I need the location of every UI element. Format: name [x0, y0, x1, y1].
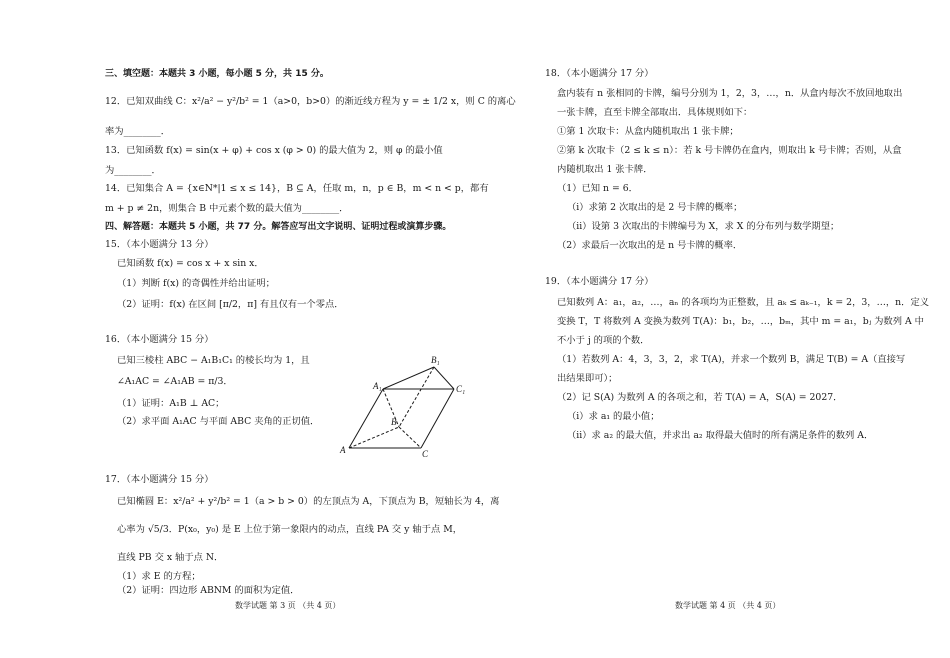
- question-17-part-1: （1）求 E 的方程；: [117, 571, 201, 582]
- label-c: C: [422, 449, 429, 459]
- question-18-line-1: 盒内装有 n 张相同的卡牌，编号分别为 1，2，3，…，n．从盒内每次不放回地取出: [557, 88, 903, 99]
- question-17-part-2: （2）证明：四边形 ABNM 的面积为定值．: [117, 585, 300, 596]
- question-13-line-1: 13．已知函数 f(x) = sin(x + φ) + cos x (φ > 0) 的最大值为 2，则 φ 的最小值: [105, 145, 443, 156]
- label-b: B: [391, 417, 397, 427]
- question-18-rule-1: ①第 1 次取卡：从盒内随机取出 1 张卡牌；: [557, 126, 739, 137]
- section-solutions-heading: 四、解答题：本题共 5 小题，共 77 分。解答应写出文字说明、证明过程或演算步骤。: [105, 222, 452, 232]
- question-18-rule-2: ②第 k 次取卡（2 ≤ k ≤ n）：若 k 号卡牌仍在盒内，则取出 k 号卡牌；否则，从盒: [557, 145, 902, 156]
- question-17-stem-3: 直线 PB 交 x 轴于点 N．: [117, 552, 224, 563]
- label-c1: C₁: [456, 384, 466, 394]
- page-3-footer: 数学试题 第 3 页 （共 4 页）: [235, 601, 341, 610]
- question-19-part-2: （2）记 S(A) 为数列 A 的各项之和，若 T(A) = A，S(A) = 2027．: [557, 392, 843, 403]
- question-19-part-1-line-1: （1）若数列 A：4，3，3，2，求 T(A)，并求一个数列 B，满足 T(B) = A（直接写: [557, 354, 906, 365]
- section-fill-in-heading: 三、填空题：本题共 3 小题，每小题 5 分，共 15 分。: [105, 69, 329, 79]
- label-b1: B₁: [431, 355, 440, 365]
- question-19-title: 19．（本小题满分 17 分）: [545, 276, 654, 287]
- question-16-stem-2: ∠A₁AC = ∠A₁AB = π/3．: [117, 376, 233, 387]
- question-18-part-2: （2）求最后一次取出的是 n 号卡牌的概率．: [557, 240, 743, 251]
- edge-a1-b1: [383, 367, 434, 389]
- question-18-rule-2-cont: 内随机取出 1 张卡牌．: [557, 164, 653, 175]
- edge-c1-c: [421, 389, 454, 448]
- question-19-line-2: 变换 T，T 将数列 A 变换为数列 T(A)：b₁，b₂，…，bₘ，其中 m = a₁，bⱼ 为数列 A 中: [557, 316, 924, 327]
- question-14-line-2: m + p ≠ 2n，则集合 B 中元素个数的最大值为________．: [105, 203, 349, 214]
- page-4-footer: 数学试题 第 4 页 （共 4 页）: [675, 601, 781, 610]
- question-19-part-1-line-2: 出结果即可）；: [557, 373, 618, 384]
- question-18-part-1-ii: （ii）设第 3 次取出的卡牌编号为 X，求 X 的分布列与数学期望；: [567, 221, 840, 232]
- question-19-part-2-i: （i）求 a₁ 的最小值；: [567, 411, 660, 422]
- edge-b1-b-hidden: [399, 367, 434, 427]
- triangular-prism-figure: [335, 350, 475, 460]
- question-16-part-1: （1）证明：A₁B ⊥ AC；: [117, 398, 225, 409]
- edge-a-b-hidden: [349, 427, 399, 448]
- question-17-stem-2: 心率为 √5/3．P(x₀，y₀) 是 E 上位于第一象限内的动点，直线 PA 交 y 轴于点 M，: [117, 524, 463, 535]
- question-17-title: 17．（本小题满分 15 分）: [105, 474, 214, 485]
- question-18-line-2: 一张卡牌，直至卡牌全部取出．具体规则如下：: [557, 107, 753, 118]
- question-12-line-1: 12．已知双曲线 C：x²/a² − y²/b² = 1（a>0，b>0）的渐近线方程为 y = ± 1/2 x，则 C 的离心: [105, 96, 516, 107]
- question-16-title: 16．（本小题满分 15 分）: [105, 334, 214, 345]
- question-15-part-1: （1）判断 f(x) 的奇偶性并给出证明；: [117, 278, 275, 289]
- question-19-part-2-ii: （ii）求 a₂ 的最大值，并求出 a₂ 取得最大值时的所有满足条件的数列 A．: [567, 430, 874, 441]
- question-18-title: 18．（本小题满分 17 分）: [545, 68, 654, 79]
- question-13-line-2: 为________．: [105, 165, 161, 176]
- question-18-part-1: （1）已知 n = 6．: [557, 183, 638, 194]
- question-17-stem-1: 已知椭圆 E：x²/a² + y²/b² = 1（a > b > 0）的左顶点为 A，下顶点为 B，短轴长为 4，离: [117, 496, 500, 507]
- edge-b-c-hidden: [399, 427, 421, 448]
- question-15-stem: 已知函数 f(x) = cos x + x sin x．: [117, 258, 264, 269]
- edge-b1-c1: [434, 367, 454, 389]
- question-19-line-3: 不小于 j 的项的个数．: [557, 335, 650, 346]
- question-15-part-2: （2）证明：f(x) 在区间 [π/2，π] 有且仅有一个零点．: [117, 299, 344, 310]
- question-12-line-2: 率为________．: [105, 126, 171, 137]
- question-16-part-2: （2）求平面 A₁AC 与平面 ABC 夹角的正切值．: [117, 416, 320, 427]
- question-19-line-1: 已知数列 A：a₁，a₂，…，aₙ 的各项均为正整数，且 aₖ ≤ aₖ₋₁，k = 2，3，…，n．定义: [557, 297, 930, 308]
- question-16-stem-1: 已知三棱柱 ABC − A₁B₁C₁ 的棱长均为 1，且: [117, 355, 310, 366]
- label-a: A: [340, 445, 346, 455]
- label-a1: A₁: [373, 381, 382, 391]
- question-15-title: 15．（本小题满分 13 分）: [105, 239, 214, 250]
- question-18-part-1-i: （i）求第 2 次取出的是 2 号卡牌的概率；: [567, 202, 743, 213]
- question-14-line-1: 14．已知集合 A = {x∈N*|1 ≤ x ≤ 14}，B ⊆ A，任取 m，n，p ∈ B，m < n < p，都有: [105, 183, 489, 194]
- edge-a1-a: [349, 389, 383, 448]
